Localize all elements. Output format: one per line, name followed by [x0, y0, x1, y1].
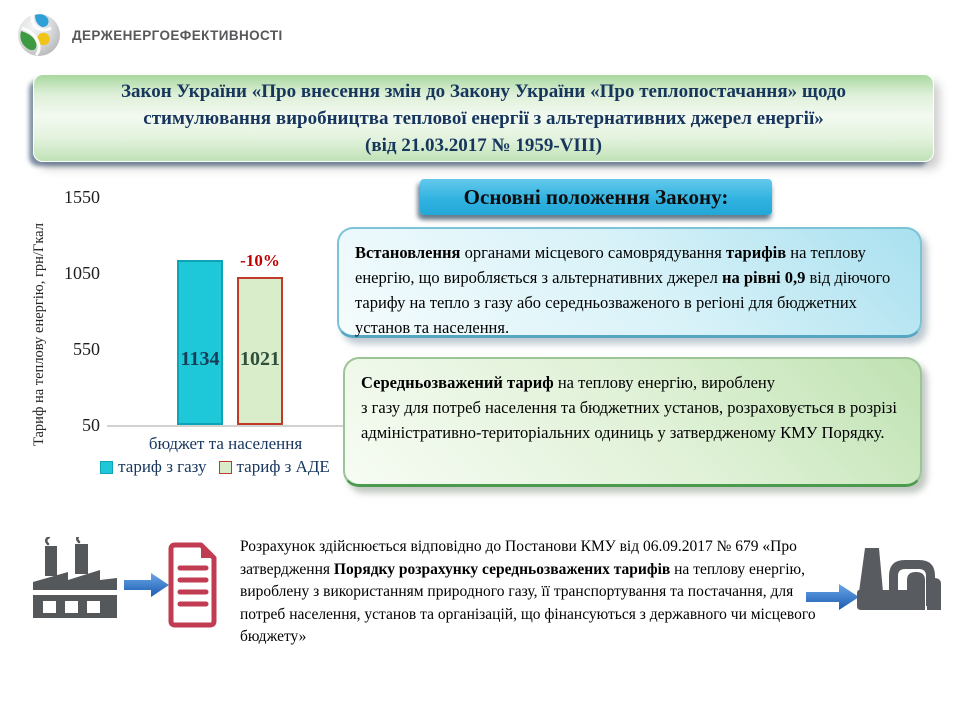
y-axis-label: Тариф на теплову енергію, грн/Гкал: [31, 223, 47, 447]
calculation-note-text: Розрахунок здійснюється відповідно до Постанови КМУ від 06.09.2017 № 679 «Про затвердження Порядку розрахунку середньозважених тарифів на теплову енергію, вироблену з використанням природного газу, її транспортування та постачання, для потреб населення, установ та організацій, що фінансуються з державного чи місцевого бюджету»: [240, 538, 816, 645]
legend-label: тариф з газу: [118, 457, 207, 476]
bar-value-label: 1134: [180, 348, 220, 370]
chart-legend: [65, 457, 365, 477]
legend-item: [100, 457, 206, 477]
y-tick-label: 1050: [64, 263, 100, 283]
agency-name: ДЕРЖЕНЕРГОЕФЕКТИВНОСТІ: [72, 27, 283, 43]
saee-sphere-icon: [16, 12, 62, 58]
provision-box-weighted-tariff: Середньозважений тариф на теплову енергію, вироблену з газу для потреб населення та бюджетних установ, розраховується в розрізі адміністративно-територіальних одиниць у затвердженому КМУ Порядку.: [343, 357, 922, 487]
y-tick-label: 50: [82, 415, 100, 435]
title-banner: [33, 74, 934, 162]
y-tick-label: 550: [73, 339, 100, 359]
blue-right-arrow-icon: [806, 581, 860, 613]
factory-icon: [28, 537, 123, 621]
percent-annotation: -10%: [240, 251, 280, 270]
agency-logo: [16, 12, 283, 58]
title-line-2: стимулювання виробництва теплової енергії з альтернативних джерел енергії»: [143, 107, 824, 129]
section-header: [420, 179, 772, 215]
industrial-plant-icon: [855, 546, 947, 614]
chart-plot-area: [107, 197, 344, 427]
x-category-label: бюджет та населення: [148, 434, 303, 453]
blue-right-arrow-icon: [124, 570, 170, 600]
red-document-icon: [168, 542, 218, 628]
chart-bar: [237, 277, 283, 425]
title-line-3: (від 21.03.2017 № 1959-VIII): [365, 134, 602, 156]
legend-swatch: [100, 461, 113, 474]
legend-item: [219, 457, 330, 477]
tariff-bar-chart: [25, 172, 355, 492]
chart-bar: [177, 260, 223, 425]
legend-swatch: [219, 461, 232, 474]
bar-value-label: 1021: [240, 348, 280, 370]
y-tick-label: 1550: [64, 187, 100, 207]
provision-box-tariff-setting: Встановлення органами місцевого самоврядування тарифів на теплову енергію, що виробляється з альтернативних джерел на рівні 0,9 від діючого тарифу на тепло з газу або середньозваженого в регіоні для бюджетних установ та населення.: [337, 227, 922, 338]
legend-label: тариф з АДЕ: [236, 457, 330, 476]
y-axis-ticks: [35, 187, 100, 435]
title-line-1: Закон України «Про внесення змін до Закону України «Про теплопостачання» щодо: [120, 80, 847, 102]
section-header-label: Основні положення Закону:: [463, 184, 729, 209]
